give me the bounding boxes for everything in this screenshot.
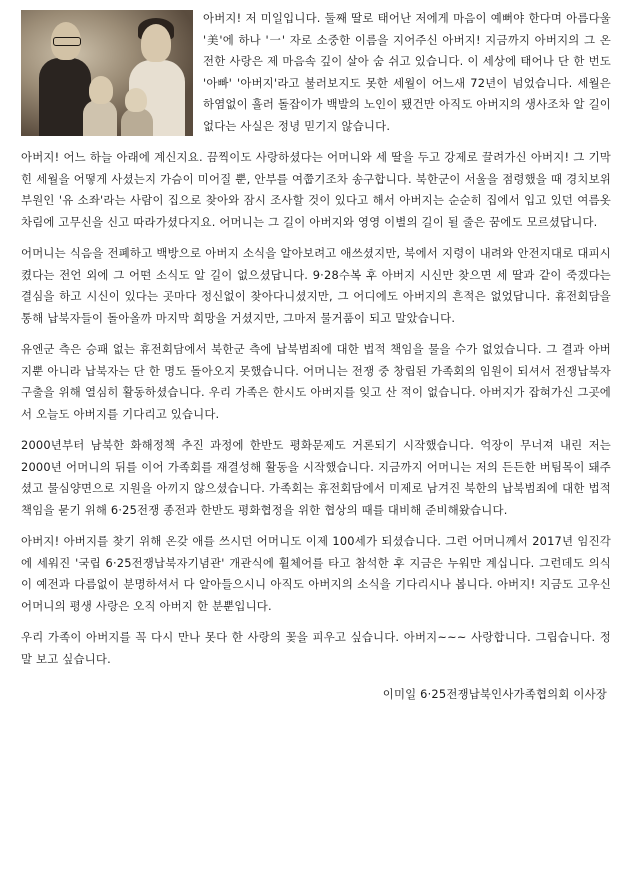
family-photo xyxy=(21,10,193,136)
paragraph: 유엔군 측은 승패 없는 휴전회담에서 북한군 측에 납북범죄에 대한 법적 책임을 물을 수가 없었습니다. 그 결과 아버지뿐 아니라 납북자는 단 한 명도 돌아오지 못했습니다. 어머니는 전쟁 중 창립된 가족회의 임원이 되셔서 전쟁납북자 구출을 위해 열심히 활동하셨습니다. 우리 가족은 한시도 아버지를 잊고 산 적이 없습니다. 아버지가 잡혀가신 그곳에서 오늘도 아버지를 기다리고 있습니다. xyxy=(21,342,611,421)
paragraph: 우리 가족이 아버지를 꼭 다시 만나 못다 한 사랑의 꽃을 피우고 싶습니다. 아버지~~~ 사랑합니다. 그립습니다. 정말 보고 싶습니다. xyxy=(21,630,611,666)
paragraph: 아버지! 저 미일입니다. 둘째 딸로 태어난 저에게 마음이 예뻐야 한다며 아름다울 '美'에 하나 '一' 자로 소중한 이름을 지어주신 아버지! 지금까지 아버지의 그 온전한 사랑은 제 마음속 깊이 살아 숨 쉬고 있습니다. 이 세상에 태어나 단 한 번도 '아빠' '아버지'라고 불러보지도 못한 세월이 어느새 72년이 넘었습니다. 세월은 하염없이 흘러 돌잡이가 백발의 노인이 됐건만 아직도 아버지의 생사조차 알 길이 없다는 사실은 정녕 믿기지 않습니다. xyxy=(203,11,611,133)
paragraph: 어머니는 식음을 전폐하고 백방으로 아버지 소식을 알아보려고 애쓰셨지만, 북에서 지령이 내려와 안전지대로 대피시켰다는 전언 외에 그 어떤 소식도 알 길이 없으셨답니다. 9·28수복 후 아버지 시신만 찾으면 세 딸과 같이 죽겠다는 결심을 하고 시신이 있다는 곳마다 정신없이 찾아다니셨지만, 그 어디에도 아버지의 흔적은 없었답니다. 휴전회담을 통해 납북자들이 돌아올까 마지막 희망을 거셨지만, 그마저 물거품이 되고 말았습니다. xyxy=(21,246,611,325)
paragraph: 2000년부터 남북한 화해정책 추진 과정에 한반도 평화문제도 거론되기 시작했습니다. 억장이 무너져 내린 저는 2000년 어머니의 뒤를 이어 가족회를 재결성해 활동을 시작했습니다. 지금까지 어머니는 저의 든든한 버팀목이 돼주셨고 물심양면으로 지원을 아끼지 않으셨습니다. 가족회는 휴전회담에서 미제로 남겨진 북한의 납북범죄에 대한 법적 책임을 묻기 위해 6·25전쟁 종전과 한반도 평화협정을 위한 협상의 때를 대비해 준비해왔습니다. xyxy=(21,438,611,517)
paragraph: 아버지! 어느 하늘 아래에 계신지요. 끔찍이도 사랑하셨다는 어머니와 세 딸을 두고 강제로 끌려가신 아버지! 그 기막힌 세월을 어떻게 사셨는지 가슴이 미어질 뿐, 안부를 여쭙기조차 송구합니다. 북한군이 서울을 점령했을 때 경치보위부원인 '유 소좌'라는 사람이 집으로 찾아와 잠시 조사할 것이 있다고 해서 아버지는 순순히 집에서 입고 있던 여름옷 차림에 고무신을 신고 따라가셨다지요. 어머니는 그 길이 아버지와 영영 이별의 길이 될 줄은 꿈에도 모르셨답니다. xyxy=(21,150,611,229)
letter-page xyxy=(21,8,611,706)
signature: 이미일 6·25전쟁납북인사가족협의회 이사장 xyxy=(382,687,607,701)
paragraph: 아버지! 아버지를 찾기 위해 온갖 애를 쓰시던 어머니도 이제 100세가 되셨습니다. 그런 어머니께서 2017년 임진각에 세워진 '국립 6·25전쟁납북자기념관' 개관식에 휠체어를 타고 참석한 후 지금은 누워만 계십니다. 그런데도 의식이 예전과 다름없이 분명하셔서 다 알아들으시니 아직도 아버지의 소식을 기다리시나 봅니다. 아버지! 지금도 고우신 어머니의 평생 사랑은 오직 아버지 한 분뿐입니다. xyxy=(21,534,611,613)
